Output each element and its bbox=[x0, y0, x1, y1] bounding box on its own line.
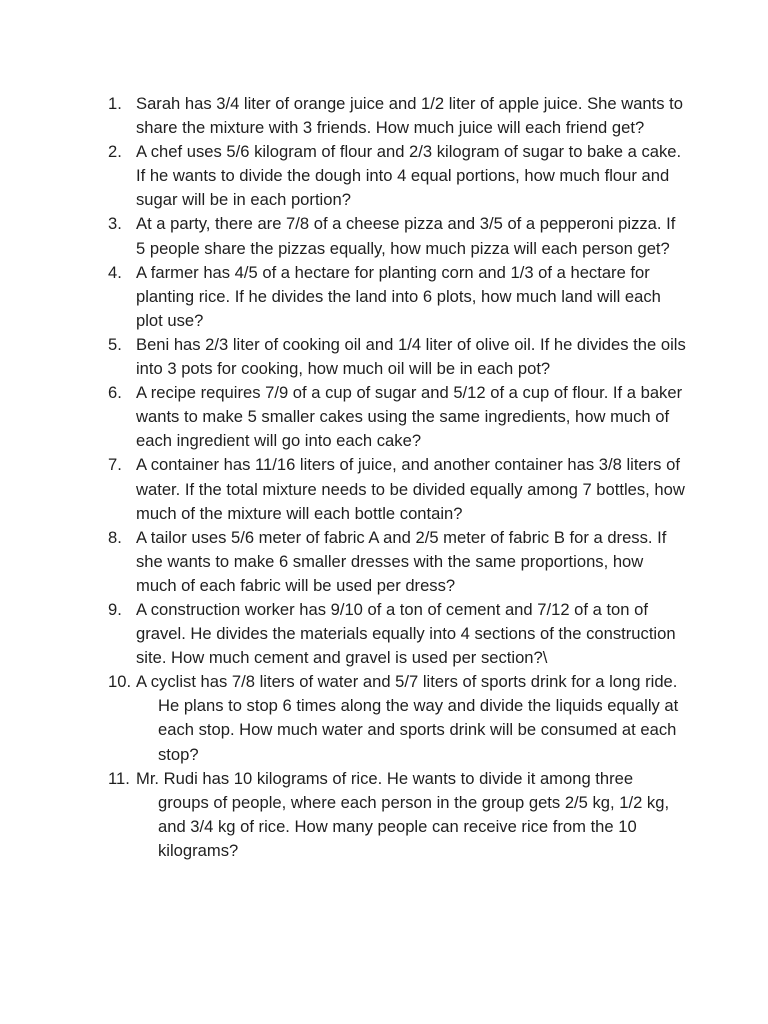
problem-number: 11. bbox=[108, 768, 130, 788]
problem-number: 3. bbox=[108, 214, 122, 234]
problem-text: A cyclist has 7/8 liters of water and 5/7 liters of sports drink for a long ride. He plans to stop 6 times along the way and divide the liquids equally at each stop. How much water and sports drink will be consumed at each stop? bbox=[136, 672, 679, 764]
problem-text: A recipe requires 7/9 of a cup of sugar and 5/12 of a cup of flour. If a baker wants to make 5 smaller cakes using the same ingredients, how much of each ingredient will go into each cake? bbox=[136, 383, 683, 451]
problem-number: 8. bbox=[108, 527, 122, 547]
problem-item bbox=[108, 767, 688, 863]
problem-item bbox=[108, 261, 688, 333]
problem-text: Mr. Rudi has 10 kilograms of rice. He wants to divide it among three groups of people, where each person in the group gets 2/5 kg, 1/2 kg, and 3/4 kg of rice. How many people can receive rice from the 10 kilograms? bbox=[136, 768, 670, 860]
problem-text: A tailor uses 5/6 meter of fabric A and 2/5 meter of fabric B for a dress. If she wants to make 6 smaller dresses with the same proportions, how much of each fabric will be used per dress? bbox=[136, 527, 667, 595]
problem-list bbox=[108, 92, 688, 863]
problem-number: 5. bbox=[108, 334, 122, 354]
problem-text: A chef uses 5/6 kilogram of flour and 2/3 kilogram of sugar to bake a cake. If he wants to divide the dough into 4 equal portions, how much flour and sugar will be in each portion? bbox=[136, 142, 682, 210]
problem-item bbox=[108, 670, 688, 766]
problem-item bbox=[108, 381, 688, 453]
problem-item bbox=[108, 212, 688, 260]
problem-item bbox=[108, 92, 688, 140]
problem-number: 2. bbox=[108, 142, 122, 162]
problem-number: 10. bbox=[108, 672, 132, 692]
problem-number: 6. bbox=[108, 383, 122, 403]
problem-item bbox=[108, 140, 688, 212]
problem-text: At a party, there are 7/8 of a cheese pizza and 3/5 of a pepperoni pizza. If 5 people share the pizzas equally, how much pizza will each person get? bbox=[136, 214, 676, 258]
problem-item bbox=[108, 333, 688, 381]
problem-text: A construction worker has 9/10 of a ton of cement and 7/12 of a ton of gravel. He divides the materials equally into 4 sections of the construction site. How much cement and gravel is used per section?\ bbox=[136, 599, 676, 668]
problem-item bbox=[108, 598, 688, 670]
problem-text: A farmer has 4/5 of a hectare for planting corn and 1/3 of a hectare for planting rice. If he divides the land into 6 plots, how much land will each plot use? bbox=[136, 262, 661, 330]
problem-text: Sarah has 3/4 liter of orange juice and 1/2 liter of apple juice. She wants to share the mixture with 3 friends. How much juice will each friend get? bbox=[136, 94, 684, 138]
problem-number: 1. bbox=[108, 94, 122, 113]
problem-number: 9. bbox=[108, 599, 122, 619]
problem-text: Beni has 2/3 liter of cooking oil and 1/4 liter of olive oil. If he divides the oils into 3 pots for cooking, how much oil will be in each pot? bbox=[136, 334, 686, 379]
problem-text: A container has 11/16 liters of juice, and another container has 3/8 liters of water. If the total mixture needs to be divided equally among 7 bottles, how much of the mixture will each bottle contain? bbox=[136, 455, 685, 523]
problem-item bbox=[108, 453, 688, 525]
problem-number: 7. bbox=[108, 455, 122, 475]
problem-item bbox=[108, 526, 688, 598]
problem-number: 4. bbox=[108, 262, 122, 282]
